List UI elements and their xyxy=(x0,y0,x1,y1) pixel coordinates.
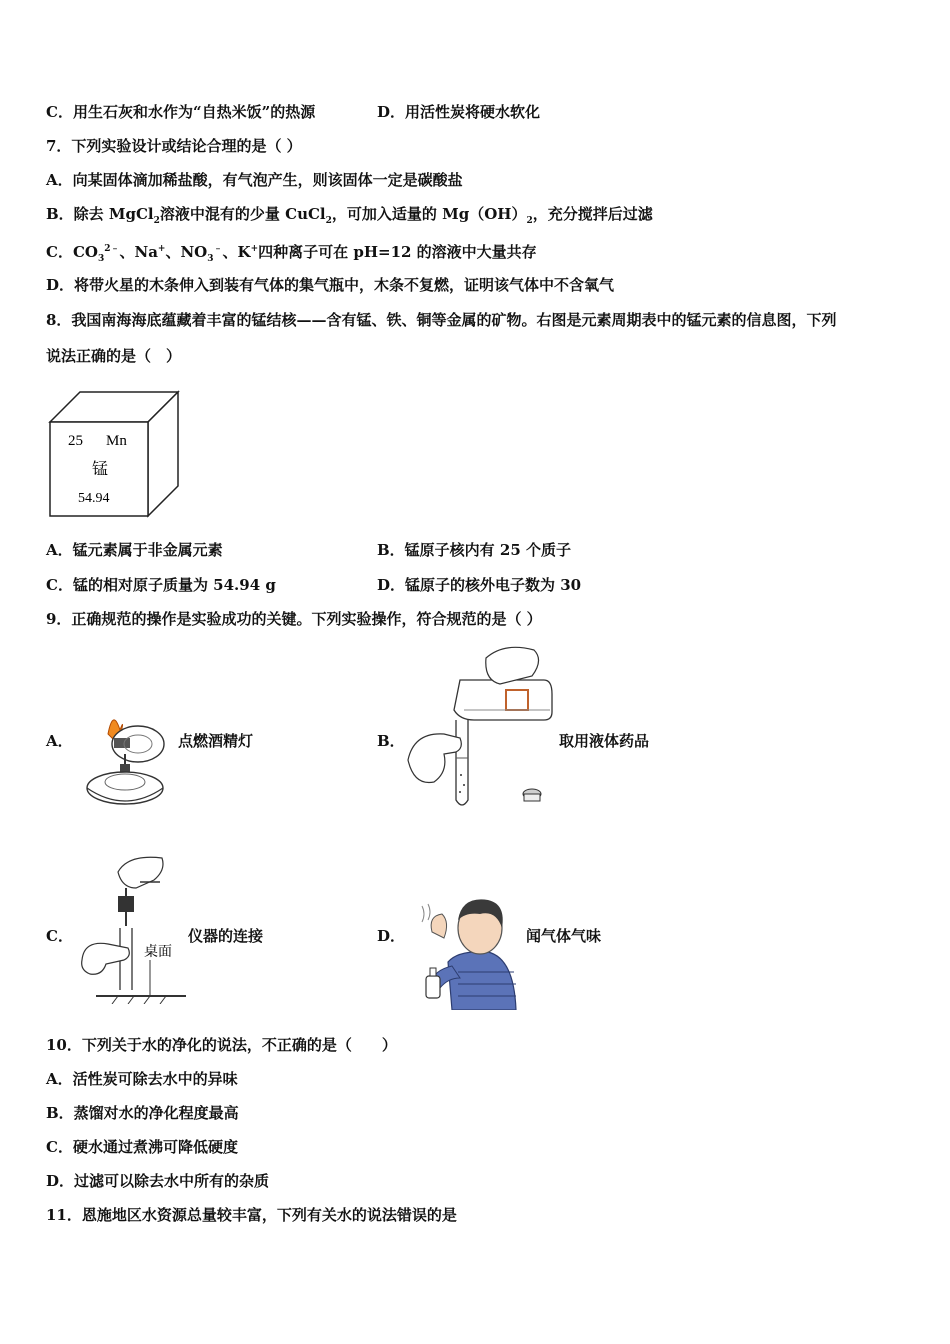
q7-option-b xyxy=(46,204,653,231)
q11-stem: 11．恩施地区水资源总量较丰富，下列有关水的说法错误的是 xyxy=(46,1206,457,1224)
q8-stem-line2: 说法正确的是（ ） xyxy=(46,347,182,365)
q7c-sup-4: + xyxy=(250,244,259,254)
q7-option-d: D．将带火星的木条伸入到装有气体的集气瓶中，木条不复燃，证明该气体中不含氧气 xyxy=(46,276,615,294)
q10-option-a: A．活性炭可除去水中的异味 xyxy=(46,1070,238,1088)
q9-b-letter: B． xyxy=(377,732,405,750)
q9-d-letter: D． xyxy=(377,927,406,945)
q10-stem: 10．下列关于水的净化的说法，不正确的是（ ） xyxy=(46,1036,397,1054)
smelling-gas-illustration xyxy=(418,892,522,1010)
alcohol-lamp-illustration xyxy=(78,704,174,810)
desk-surface-label: 桌面 xyxy=(144,944,172,960)
q8-option-b: B．锰原子核内有 25 个质子 xyxy=(377,541,571,559)
q9-stem: 9．正确规范的操作是实验成功的关键。下列实验操作，符合规范的是（ ） xyxy=(46,610,542,628)
q7c-sup-3: ﹣ xyxy=(213,244,223,254)
element-name: 锰 xyxy=(92,459,109,478)
q10-option-d: D．过滤可以除去水中所有的杂质 xyxy=(46,1172,270,1190)
apparatus-connection-illustration xyxy=(78,852,188,1004)
element-mass: 54.94 xyxy=(78,491,110,506)
q7c-text-4: 、K xyxy=(222,243,251,261)
q7c-sup-2: + xyxy=(157,244,166,254)
liquid-pouring-illustration xyxy=(404,640,554,815)
q7-option-c xyxy=(46,239,537,269)
q9-c-text: 仪器的连接 xyxy=(188,927,264,945)
q9-b-text: 取用液体药品 xyxy=(559,732,650,750)
q6-option-c: C．用生石灰和水作为“自热米饭”的热源 xyxy=(46,103,316,121)
q10-option-b: B．蒸馏对水的净化程度最高 xyxy=(46,1104,239,1122)
q9-c-letter: C． xyxy=(46,927,73,945)
q10-option-c: C．硬水通过煮沸可降低硬度 xyxy=(46,1138,238,1156)
manganese-element-tile xyxy=(46,388,186,520)
q9-a-text: 点燃酒精灯 xyxy=(178,732,254,750)
q7b-text-3: ，可加入适量的 Mg（OH） xyxy=(331,205,527,223)
q7c-text-3: 、NO xyxy=(165,243,208,261)
element-symbol: Mn xyxy=(106,433,127,449)
q7b-text-4: ，充分搅拌后过滤 xyxy=(532,205,653,223)
q7c-text-1: C．CO xyxy=(46,243,98,261)
q7b-text-2: 溶液中混有的少量 CuCl xyxy=(159,205,326,223)
q7b-sub-3: 2 xyxy=(526,216,533,226)
q6-option-d: D．用活性炭将硬水软化 xyxy=(377,103,541,121)
q7c-text-5: 四种离子可在 pH=12 的溶液中大量共存 xyxy=(258,243,537,261)
q7b-sub-2: 2 xyxy=(325,216,332,226)
q7c-text-2: 、Na xyxy=(119,243,158,261)
q8-option-c: C．锰的相对原子质量为 54.94 g xyxy=(46,576,276,594)
element-number: 25 xyxy=(68,433,83,449)
q7c-sup-1: 2﹣ xyxy=(104,244,120,254)
q8-option-d: D．锰原子的核外电子数为 30 xyxy=(377,576,582,594)
q9-d-text: 闻气体气味 xyxy=(526,927,602,945)
q7c-sub-2: 3 xyxy=(207,254,214,264)
q7b-sub-1: 2 xyxy=(153,216,160,226)
q8-stem-line1: 8．我国南海海底蕴藏着丰富的锰结核——含有锰、铁、铜等金属的矿物。右图是元素周期表中的锰元素的信息图，下列 xyxy=(46,311,837,329)
q7b-text-1: B．除去 MgCl xyxy=(46,205,154,223)
q7c-sub-1: 3 xyxy=(97,254,105,264)
q8-option-a: A．锰元素属于非金属元素 xyxy=(46,541,223,559)
q7-stem: 7．下列实验设计或结论合理的是（ ） xyxy=(46,137,302,155)
q7-option-a: A．向某固体滴加稀盐酸，有气泡产生，则该固体一定是碳酸盐 xyxy=(46,171,463,189)
q9-a-letter: A． xyxy=(46,732,73,750)
